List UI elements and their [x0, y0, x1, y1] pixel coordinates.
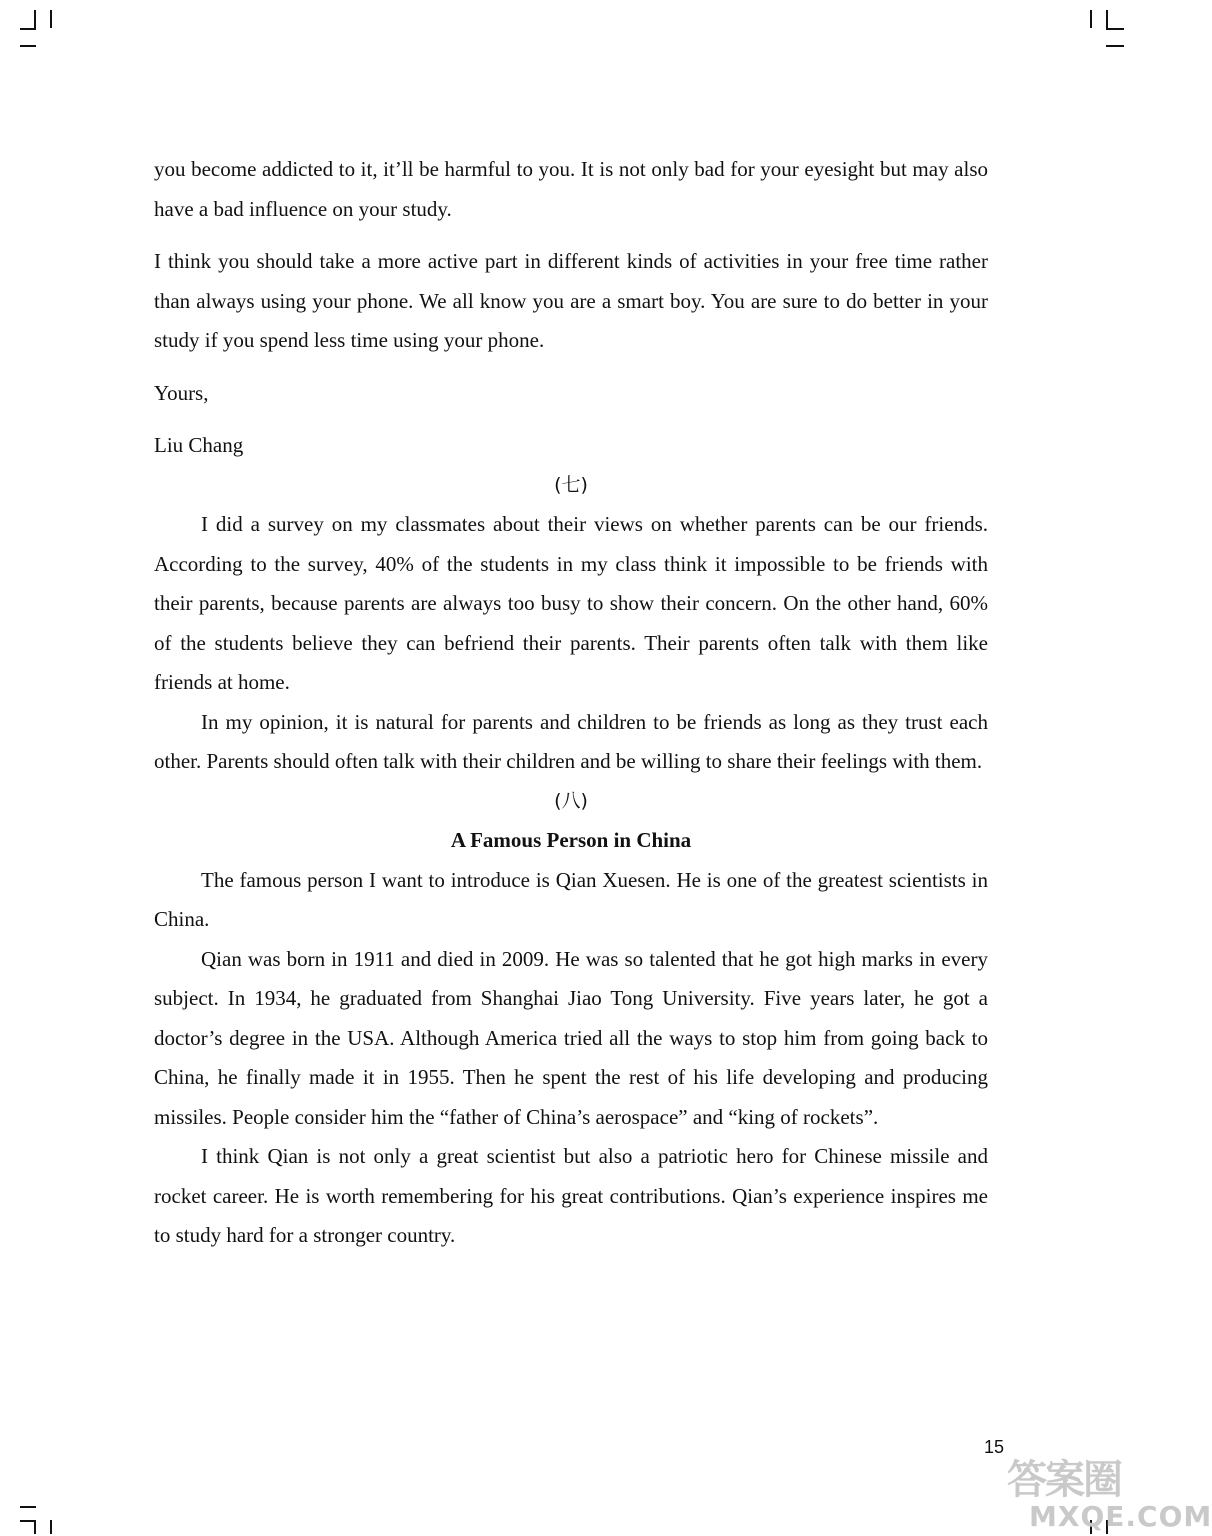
page-content	[154, 150, 988, 1256]
watermark-url: MXQE.COM	[1029, 1500, 1212, 1533]
page-number: 15	[984, 1437, 1005, 1457]
letter-signature: Liu Chang	[154, 433, 244, 457]
letter-closing: Yours,	[154, 380, 209, 405]
letter-section	[154, 150, 988, 466]
section-seven-paragraph-2: In my opinion, it is natural for parents and children to be friends as long as they trust each other. Parents should often talk with their children and be willing to share their feelings with them.	[154, 709, 988, 773]
letter-paragraph-2: I think you should take a more active part in different kinds of activities in your free time rather than always using your phone. We all know you are a smart boy. You are sure to do better in your study if you spend less time using your phone.	[154, 249, 988, 352]
section-eight-number: (八)	[554, 789, 588, 812]
section-seven	[154, 466, 988, 782]
section-eight-paragraph-2: Qian was born in 1911 and died in 2009. He was so talented that he got high marks in every subject. In 1934, he graduated from Shanghai Jiao Tong University. Five years later, he got a doctor’s degree in the USA. Although America tried all the ways to stop him from going back to China, he finally made it in 1955. Then he spent the rest of his life developing and producing missiles. People consider him the “father of China’s aerospace” and “king of rockets”.	[154, 946, 988, 1129]
section-eight-paragraph-1: The famous person I want to introduce is Qian Xuesen. He is one of the greatest scientists in China.	[154, 867, 988, 931]
section-eight-title: A Famous Person in China	[450, 828, 692, 852]
section-seven-paragraph-1: I did a survey on my classmates about their views on whether parents can be our friends. According to the survey, 40% of the students in my class think it impossible to be friends with their parents, because parents are always too busy to show their concern. On the other hand, 60% of the students believe they can befriend their parents. Their parents often talk with them like friends at home.	[154, 512, 988, 694]
watermark-logo: 答案圈	[1007, 1457, 1121, 1503]
watermark	[1003, 1448, 1212, 1536]
section-seven-number: (七)	[554, 473, 588, 496]
section-eight	[154, 782, 988, 1256]
letter-paragraph-1: you become addicted to it, it’ll be harmful to you. It is not only bad for your eyesight but may also have a bad influence on your study.	[154, 157, 988, 221]
section-eight-paragraph-3: I think Qian is not only a great scientist but also a patriotic hero for Chinese missile and rocket career. He is worth remembering for his great contributions. Qian’s experience inspires me to study hard for a stronger country.	[154, 1144, 988, 1247]
